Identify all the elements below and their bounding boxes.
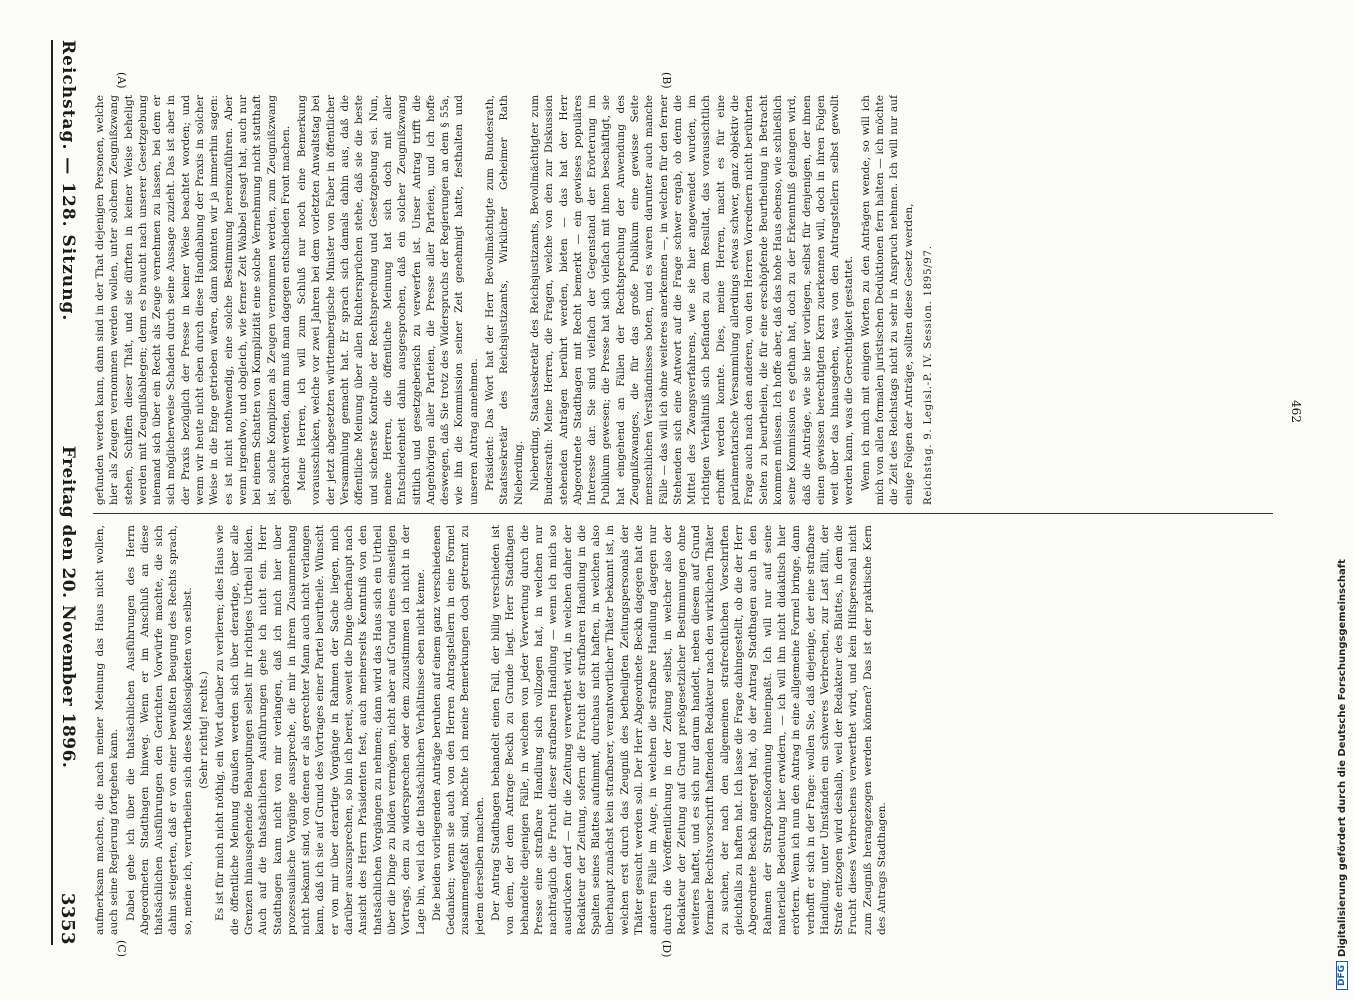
margin-mark-d: (D) <box>660 940 673 958</box>
column-divider <box>93 513 1273 514</box>
right-column <box>93 525 1273 935</box>
session-footer: Reichstag. 9. Legisl.-P. IV. Session. 1895/97. <box>922 245 934 505</box>
interjection: (Sehr richtig! rechts.) <box>198 671 211 789</box>
dfg-logo: DFG <box>1336 961 1348 990</box>
paragraph: gefunden werden kann, dann sind in der That diejenigen Personen, welche hier als Zeugen vernommen werden wollen, unter solchem Zeugnißzwang stehen, Schiffen dieser Thät, und sie dürften in keiner Weise beheligt werden mit Zeugnißablegen; denn es braucht nach unserer Gesetzgebung niemand sich über ein Recht als Zeuge vernehmen zu lassen, bei dem er sich möglicherweise Schaden durch seine Aussage zuzieht. Das ist aber in der Praxis bezüglich der Presse in keiner Weise beachtet worden; und wenn wir heute nicht eben durch diese Handhabung der Praxis in solcher Weise in die Enge getrieben wären, dann könnten wir ja immerhin sagen: es ist nicht nothwendig, eine solche Bestimmung hereinzuführen. Aber wenn irgendwo, und obgleich, wie ferner Zeit Wabbel gesagt hat, auch nur bei einem Schatten von Komplizität eine solche Vernehmung nicht statthaft ist, solche Komplizen als Zeugen vernommen werden, zum Zeugnißzwang gebracht werden, dann muß man dagegen entschieden Front machen. <box>94 95 292 505</box>
margin-mark-c: (C) <box>115 940 128 957</box>
paragraph: Dabei gehe ich über die thatsächlichen Ausführungen des Herrn Abgeordneten Stadthagen hinweg. Wenn er im Anschluß an diese thatsächlichen Ausführungen den Gerichten Vorwürfe machte, die sich dahin steigerten, daß er von einer bewußten Beugung des Rechts sprach, so, meine ich, verurtheilen sich diese Maßlosigkeiten von selbst. <box>124 525 194 935</box>
paragraph: Wenn ich mich mit einigen Worten zu den Anträgen wende, so will ich mich von allen formalen juristischen Deduktionen fern halten — ich möchte die Zeit des Reichstags nicht zu sehr in Anspruch nehmen. Ich will nur auf einige Folgen der Anträge, sollten diese Gesetz werden, <box>859 95 915 505</box>
left-column <box>93 95 1273 505</box>
margin-mark-a: (A) <box>115 72 128 89</box>
scan-credit <box>1331 0 1353 1000</box>
scan-credit-text: Digitalisierung gefördert durch die Deutsche Forschungsgemeinschaft <box>1336 559 1348 957</box>
paragraph: Es ist für mich nicht nöthig, ein Wort darüber zu verlieren; dies Haus wie die öffentliche Meinung draußen werden sich über derartige, über alle Grenzen hinausgehende Behauptungen selbst ihr richtiges Urtheil bilden. Auch auf die thatsächlichen Ausführungen gehe ich nicht ein. Herr Stadthagen kann nicht von mir verlangen, daß ich mich hier über prozessualische Vorgänge ausspreche, die mir in ihrem Zusammenhang nicht bekannt sind, von denen er als gerechter Mann auch nicht verlangen kann, daß ich sie auf Grund des Vortrages einer Partei beurtheile. Wünscht er von mir über derartige Vorgänge in Rahmen der Sache liegen, mich darüber auszusprechen, so bin ich bereit, soweit die Dinge überhaupt nach Ansicht des Herrn Präsidenten fest, auch meinerseits Kenntniß von den thatsächlichen Vorgängen zu nehmen; dann wird das Haus sich ein Urtheil über die Dinge zu bilden vermögen, nicht aber auf Grund eines einseitigen Vortrags, dem zu widersprechen oder dem zuzustimmen ich nicht in der Lage bin, weil ich die thatsächlichen Verhältnisse eben nicht kenne. <box>214 525 427 935</box>
paragraph: Nieberding, Staatssekretär des Reichsjustizamts, Bevollmächtigter zum Bundesrath: Meine Herren, die Fragen, welche von den zur Diskussion stehenden Anträgen berührt werden, bieten — das hat der Herr Abgeordnete Stadthagen mit Recht bemerkt — ein gewisses populäres Interesse dar. Sie sind vielfach der Gegenstand der Erörterung im Publikum gewesen; die Presse hat sich vielfach mit ihnen beschäftigt, sie hat eingehend an Fällen der Rechtsprechung der Anwendung des Zeugnißzwanges, die für das große Publikum eine gewisse Seite menschlichen Verständnisses boten, und es waren darunter auch manche Fälle — das will ich ohne weiteres anerkennen —, in welchen für den ferner Stehenden sich eine Antwort auf die Frage schwer ergab, ob denn die Mittel des Zwangsverfahrens, wie sie hier angewendet wurden, im richtigen Verhältniß sich befänden zu dem Resultat, das voraussichtlich erhofft werden konnte. Dies, meine Herren, macht es für eine parlamentarische Versammlung allerdings etwas schwer, ganz objektiv die Frage auch nach den anderen, von den Herren Vorrednern nicht berührten Seiten zu beurtheilen, die für eine erschöpfende Beurtheilung in Betracht kommen müssen. Ich hoffe aber, daß das hohe Haus ebenso, wie schließlich seine Kommission es gethan hat, doch zu der Erkenntniß gelangen wird, daß die Anträge, wie sie hier vorliegen, selbst für denjenigen, der ihnen einen gewissen berechtigten Kern zuerkennen will, doch in ihren Folgen weit über das hinausgehen, was von den Antragstellern selbst gewollt werden kann, was die Gerechtigkeit gestattet. <box>528 95 856 505</box>
paragraph: aufmerksam machen, die nach meiner Meinung das Haus nicht wollen, auch seine Regierung fortgehen kann. <box>94 525 121 935</box>
header-date: Freitag den 20. November 1896. <box>58 445 78 769</box>
margin-mark-b: (B) <box>660 72 673 89</box>
page-header <box>51 40 83 945</box>
paragraph: Die beiden vorliegenden Anträge beruhen auf einem ganz verschiedenen Gedanken; wenn sie auch von den Herren Antragstellern in eine Formel zusammengefaßt sind, möchte ich meine Bemerkungen doch getrennt zu jedem derselben machen. <box>430 525 486 935</box>
bottom-page-number: 462 <box>1289 400 1303 423</box>
paragraph: Präsident: Das Wort hat der Herr Bevollmächtigte zum Bundesrath, Staatssekretär des Reichsjustizamts, Wirklicher Geheimer Rath Nieberding. <box>484 95 525 505</box>
paragraph: Der Antrag Stadthagen behandelt einen Fall, der billig verschieden ist von dem, der dem Antrage Beckh zu Grunde liegt. Herr Stadthagen behandelte diejenigen Fälle, in welchen von jeder Verwertung durch die Presse eine strafbare Handlung sich vollzogen hat, in welchen nur nachträglich die Frucht dieser strafbaren Handlung — wenn ich mich so ausdrücken darf — für die Zeitung verwerthet wird, in welchen daher der Redakteur der Zeitung, sofern die Frucht der strafbaren Handlung in die Spalten seines Blattes aufnimmt, durchaus nicht haften, in welchen also überhaupt zunächst kein strafbarer, verantwortlicher Thäter bekannt ist, in welchen erst durch das Zeugniß des betheiligten Zeitungspersonals der Thäter gesucht werden soll. Der Herr Abgeordnete Beckh dagegen hat die anderen Fälle im Auge, in welchen die strafbare Handlung dagegen nur durch die Veröffentlichung in der Zeitung selbst, in welcher also der Redakteur der Zeitung auf Grund preßgesetzlicher Bestimmungen ohne weiteres haftet, und es sich nur darum handelt, neben diesem auf Grund formaler Rechtsvorschrift haftenden Redakteur nach den wirklichen Thäter zu suchen, der nach den allgemeinen strafrechtlichen Vorschriften gleichfalls zu haften hat. Ich lasse die Frage dahingestellt, ob die der Herr Abgeordnete Beckh angeregt hat, ob der Antrag Stadthagen auch in den Rahmen der Strafprozeßordnung hineinpaßt. Ich will nur auf seine materielle Bedeutung hier erwidern, — ich will ihn nicht didaktisch hier erörtern. Wenn ich nun den Antrag in eine allgemeine Formel bringe, dann verhofft er sich in der Frage: wollen Sie, daß diejenige, der eine strafbare Handlung, unter Umständen ein schweres Verbrechen, zur Last fällt, der Strafe entzogen wird deshalb, weil der Redakteur des Blattes, in dem die Frucht dieses Verbrechens verwerthet wird, und kein Hilfspersonal nicht zum Zeugniß herangezogen werden können? Das ist der praktische Kern des Antrags Stadthagen. <box>490 525 889 935</box>
paragraph: Meine Herren, ich will zum Schluß nur noch eine Bemerkung vorausschicken, welche vor zwei Jahren bei dem vorletzten Anwaltstag bei der jetzt abgesetzten württembergische Minister von Faber in öffentlicher Versammlung gemacht hat. Er sprach sich damals dahin aus, daß die öffentliche Meinung über allen Richtersprüchen stehe, daß sie die beste und sicherste Kontrolle der Rechtsprechung und Gesetzgebung sei. Nun, meine Herren, die öffentliche Meinung hat sich doch mit aller Entschiedenheit dahin ausgesprochen, daß ein solcher Zeugnißzwang sittlich und gesetzgeberisch zu verwerfen ist. Unser Antrag trifft die Angehörigen aller Parteien, die Presse aller Parteien, und ich hoffe deswegen, daß Sie trotz des Widerspruchs der Regierungen an dem § 55a, wie ihn die Kommission seiner Zeit genehmigt hatte, festhalten und unseren Antrag annehmen. <box>296 95 480 505</box>
header-page-number: 3353 <box>57 892 79 945</box>
header-session: Reichstag. — 128. Sitzung. <box>58 40 78 322</box>
